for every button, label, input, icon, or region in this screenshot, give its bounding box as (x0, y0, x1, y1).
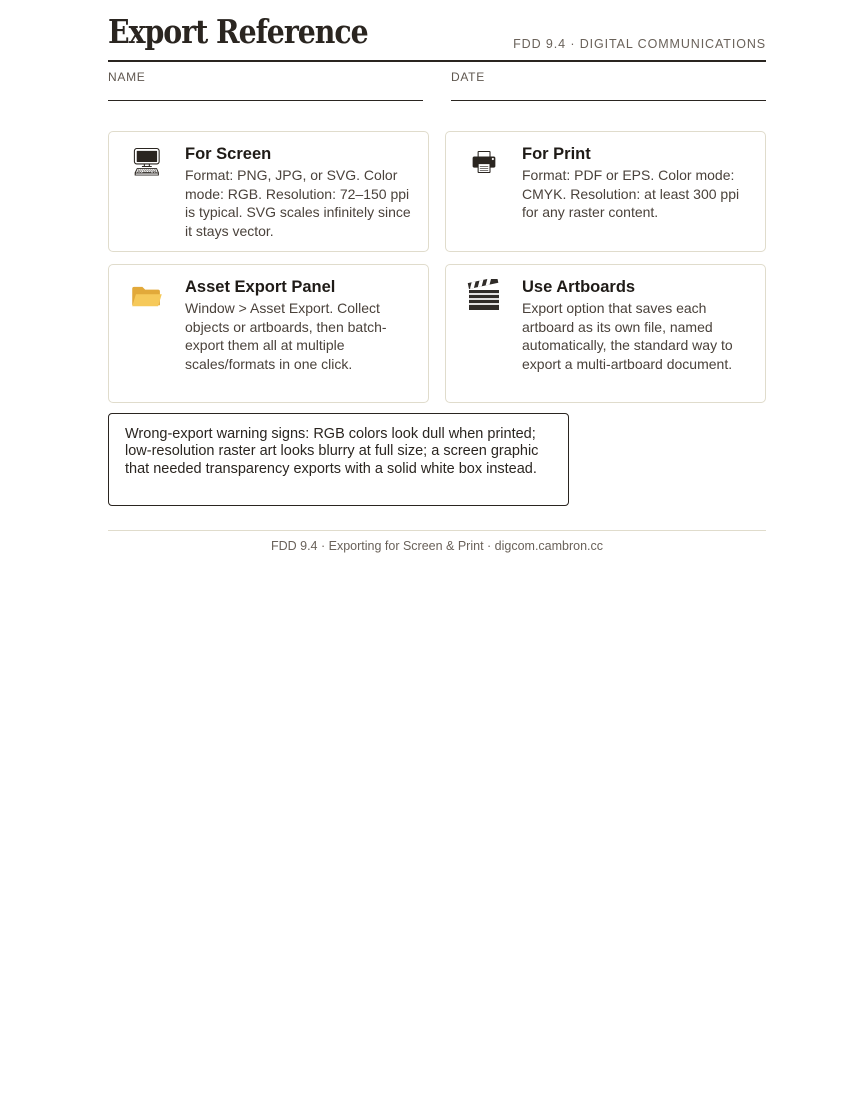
card-title: Asset Export Panel (185, 278, 336, 296)
export-cards-grid (108, 131, 766, 403)
card-for-screen (108, 131, 429, 252)
card-text: Export option that saves each artboard as its own file, named automatically, the standard way to export a multi-artboard document. (522, 300, 733, 372)
card-for-print (445, 131, 766, 252)
course-subtitle: FDD 9.4 · DIGITAL COMMUNICATIONS (513, 37, 766, 51)
card-title: For Screen (185, 145, 272, 163)
warning-callout: Wrong-export warning signs: RGB colors look dull when printed; low-resolution raster art looks blurry at full size; a screen graphic that needed transparency exports with a solid white box instead. (108, 413, 569, 506)
card-title: Use Artboards (522, 278, 636, 296)
reference-sheet (108, 0, 766, 553)
date-field[interactable] (451, 70, 766, 101)
open-folder-icon (127, 279, 167, 313)
card-text: Format: PDF or EPS. Color mode: CMYK. Resolution: at least 300 ppi for any raster content. (522, 167, 740, 220)
page-footer: FDD 9.4 · Exporting for Screen & Print · digcom.cambron.cc (108, 530, 766, 553)
page-title: Export Reference (108, 12, 368, 51)
name-field[interactable] (108, 70, 423, 101)
clapper-board-icon (464, 279, 504, 313)
printer-icon: 🖶 (471, 147, 497, 178)
card-text: Format: PNG, JPG, or SVG. Color mode: RGB. Resolution: 72–150 ppi is typical. SVG scales infinitely since it stays vector. (185, 167, 411, 239)
card-title: For Print (522, 145, 591, 163)
card-use-artboards (445, 264, 766, 403)
desktop-computer-icon: 🖥 (129, 147, 165, 178)
date-field-label: DATE (451, 70, 485, 84)
student-info-fields (108, 70, 766, 110)
name-field-label: NAME (108, 70, 146, 84)
card-text: Window > Asset Export. Collect objects or artboards, then batch-export them all at multiple scales/formats in one click. (185, 300, 387, 372)
card-asset-export-panel (108, 264, 429, 403)
page-header (108, 0, 766, 62)
